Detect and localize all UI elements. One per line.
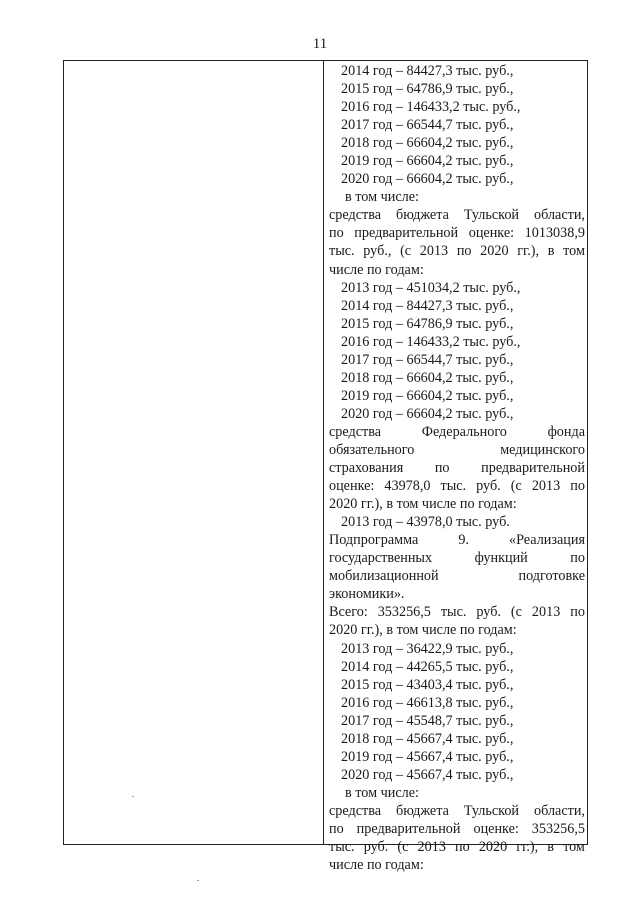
- year-line: 2013 год – 36422,9 тыс. руб.,: [341, 640, 514, 657]
- page-number: 11: [312, 36, 328, 52]
- total-line-2: 2020 гг.), в том числе по годам:: [329, 622, 517, 639]
- year-line: 2013 год – 451034,2 тыс. руб.,: [341, 279, 521, 296]
- year-line: 2018 год – 66604,2 тыс. руб.,: [341, 369, 514, 386]
- scan-speck: [197, 880, 199, 881]
- funding-cell: [325, 62, 585, 874]
- year-line: 2019 год – 45667,4 тыс. руб.,: [341, 748, 514, 765]
- column-divider: [323, 61, 324, 844]
- tula-budget-line-2: по предварительной оценке: 353256,5: [329, 820, 585, 837]
- subprogram-9-line-2: государственных функций по: [329, 550, 585, 567]
- tula-budget-line-3: тыс. руб. (с 2013 по 2020 гг.), в том: [329, 839, 585, 856]
- tula-budget-line-4: числе по годам:: [329, 261, 424, 278]
- tula-budget-line-2: по предварительной оценке: 1013038,9: [329, 225, 585, 242]
- year-line: 2019 год – 66604,2 тыс. руб.,: [341, 387, 514, 404]
- year-line: 2014 год – 44265,5 тыс. руб.,: [341, 658, 514, 675]
- including-label: в том числе:: [345, 189, 419, 206]
- fund-line-2: обязательного медицинского: [329, 441, 585, 458]
- subprogram-9-line-4: экономики».: [329, 586, 405, 603]
- year-line: 2016 год – 46613,8 тыс. руб.,: [341, 694, 514, 711]
- including-label: в том числе:: [345, 784, 419, 801]
- year-line: 2020 год – 66604,2 тыс. руб.,: [341, 405, 514, 422]
- year-line: 2014 год – 84427,3 тыс. руб.,: [341, 297, 514, 314]
- total-line-1: Всего: 353256,5 тыс. руб. (с 2013 по: [329, 604, 585, 621]
- year-line: 2020 год – 45667,4 тыс. руб.,: [341, 766, 514, 783]
- year-line: 2013 год – 43978,0 тыс. руб.: [341, 514, 510, 531]
- year-line: 2015 год – 43403,4 тыс. руб.,: [341, 676, 514, 693]
- fund-line-4: оценке: 43978,0 тыс. руб. (с 2013 по: [329, 478, 585, 495]
- year-line: 2015 год – 64786,9 тыс. руб.,: [341, 81, 514, 98]
- year-line: 2015 год – 64786,9 тыс. руб.,: [341, 315, 514, 332]
- fund-line-1: средства Федерального фонда: [329, 423, 585, 440]
- fund-line-3: страхования по предварительной: [329, 460, 585, 477]
- year-line: 2016 год – 146433,2 тыс. руб.,: [341, 99, 521, 116]
- subprogram-9-line-3: мобилизационной подготовке: [329, 568, 585, 585]
- year-line: 2014 год – 84427,3 тыс. руб.,: [341, 63, 514, 79]
- year-line: 2017 год – 45548,7 тыс. руб.,: [341, 712, 514, 729]
- subprogram-9-line-1: Подпрограмма 9. «Реализация: [329, 532, 585, 549]
- program-table: [63, 60, 588, 874]
- year-line: 2016 год – 146433,2 тыс. руб.,: [341, 333, 521, 350]
- year-line: 2020 год – 66604,2 тыс. руб.,: [341, 171, 514, 188]
- tula-budget-line-1: средства бюджета Тульской области,: [329, 802, 585, 819]
- scan-speck: [132, 796, 134, 797]
- tula-budget-line-3: тыс. руб., (с 2013 по 2020 гг.), в том: [329, 243, 585, 260]
- year-line: 2018 год – 45667,4 тыс. руб.,: [341, 730, 514, 747]
- year-line: 2017 год – 66544,7 тыс. руб.,: [341, 117, 514, 134]
- year-line: 2018 год – 66604,2 тыс. руб.,: [341, 135, 514, 152]
- year-line: 2017 год – 66544,7 тыс. руб.,: [341, 351, 514, 368]
- fund-line-5: 2020 гг.), в том числе по годам:: [329, 496, 517, 513]
- tula-budget-line-4: числе по годам:: [329, 857, 424, 874]
- tula-budget-line-1: средства бюджета Тульской области,: [329, 207, 585, 224]
- year-line: 2019 год – 66604,2 тыс. руб.,: [341, 153, 514, 170]
